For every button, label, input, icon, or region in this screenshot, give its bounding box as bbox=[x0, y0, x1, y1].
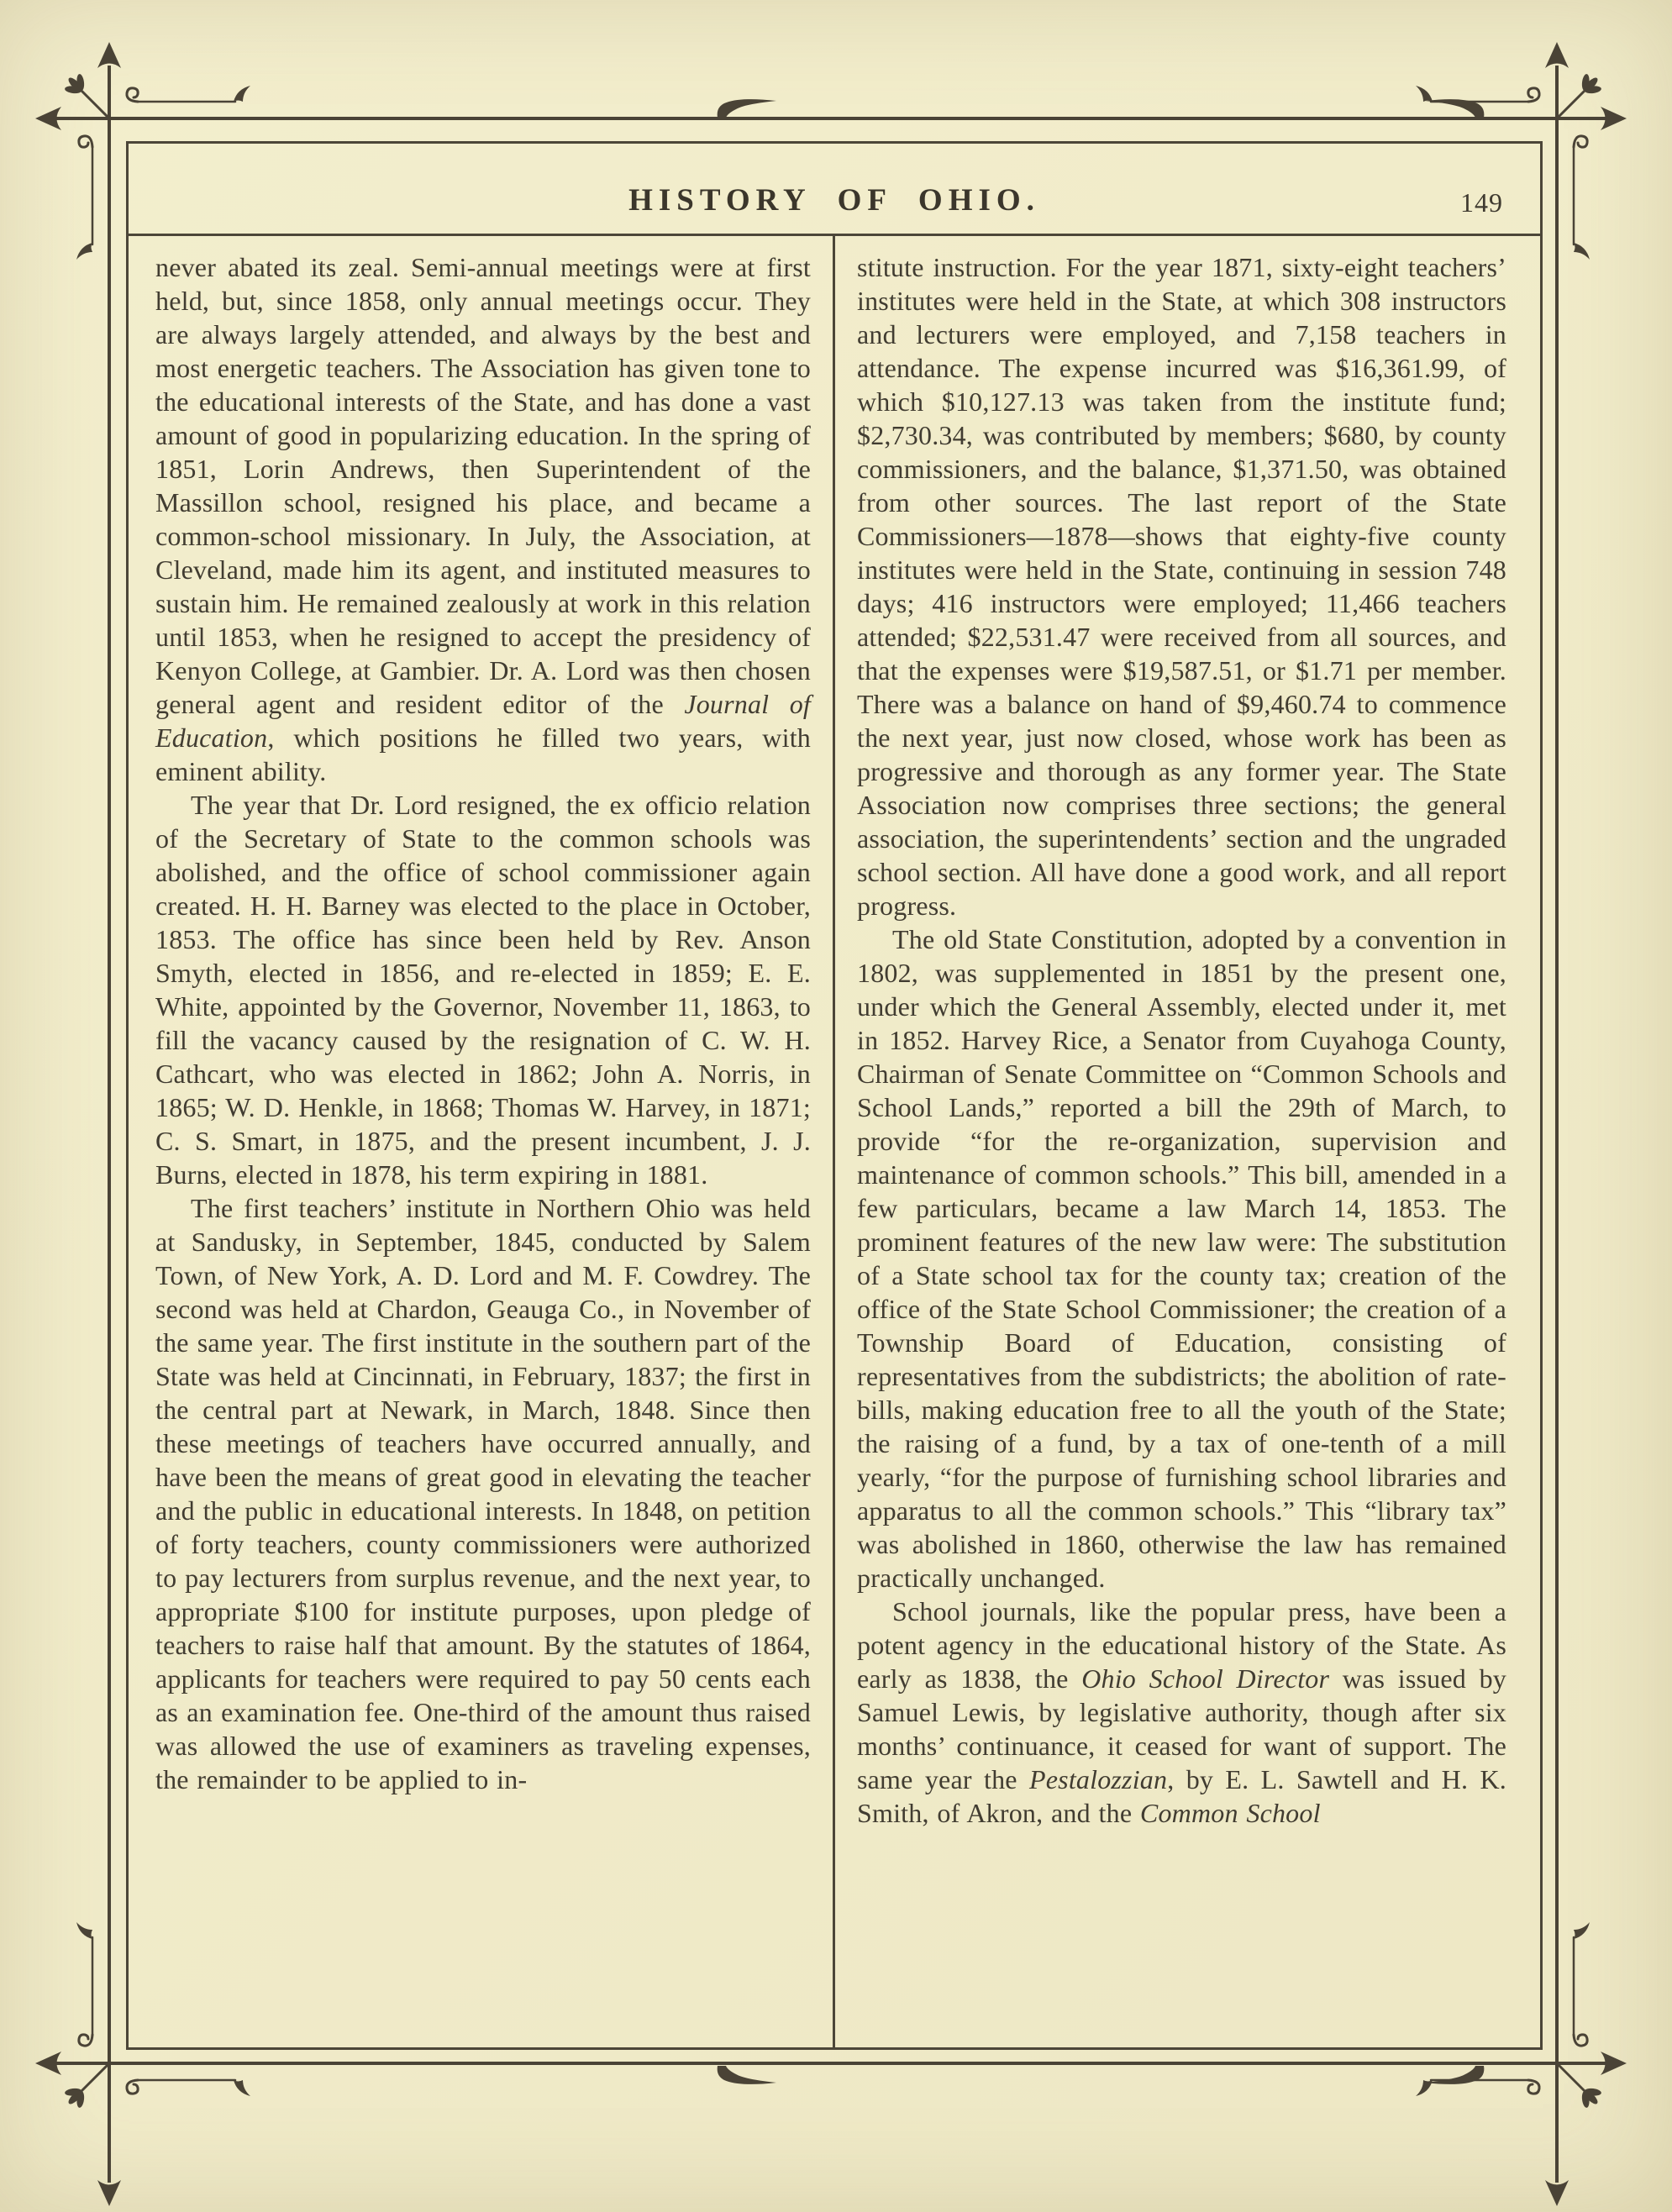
paragraph: School journals, like the popular press, have been a potent agency in the educational history of the State. As early as 1838, the Ohio School Director was issued by Samuel Lewis, by legislative authority, though after six months’ continuance, it ceased for want of support. The same year the Pestalozzian, by E. L. Sawtell and H. K. Smith, of Akron, and the Common School bbox=[857, 1596, 1506, 1828]
paragraph: The first teachers’ institute in Northern Ohio was held at Sandusky, in September, 1845, conducted by Salem Town, of New York, A. D. Lord and M. F. Cowdrey. The second was held at Chardon, Geauga Co., in November of the same year. The first institute in the southern part of the State was held at Cincinnati, in February, 1837; the first in the central part at Newark, in March, 1848. Since then these meetings of teachers have occurred annually, and have been the means of great good in elevating the teacher and the public in educational interests. In 1848, on petition of forty teachers, county commissioners were authorized to pay lecturers from surplus revenue, and the next year, to appropriate $100 for institute purposes, upon pledge of teachers to raise half that amount. By the statutes of 1864, applicants for teachers were required to pay 50 cents each as an examination fee. One-third of the amount thus raised was allowed the use of examiners as traveling expenses, the remainder to be applied to in- bbox=[155, 1193, 811, 1794]
page-header bbox=[129, 144, 1540, 236]
text-area bbox=[129, 234, 1540, 2047]
page-frame bbox=[126, 141, 1543, 2050]
paragraph: The old State Constitution, adopted by a convention in 1802, was supplemented in 1851 by the present one, under which the General Assembly, elected under it, met in 1852. Harvey Rice, a Senator from Cuyahoga County, Chairman of Senate Committee on “Common Schools and School Lands,” reported a bill the 29th of March, to provide “for the re-organization, supervision and maintenance of common schools.” This bill, amended in a few particulars, became a law March 14, 1853. The prominent features of the new law were: The substitution of a State school tax for the county tax; creation of the office of the State School Commissioner; the creation of a Township Board of Education, consisting of representatives from the subdistricts; the abolition of rate-bills, making education free to all the youth of the State; the raising of a fund, by a tax of one-tenth of a mill yearly, “for the purpose of furnishing school libraries and apparatus to all the common schools.” This “library tax” was abolished in 1860, otherwise the law has remained practically unchanged. bbox=[857, 924, 1506, 1593]
border-line-right bbox=[1555, 66, 1559, 2183]
paragraph: The year that Dr. Lord resigned, the ex officio relation of the Secretary of State to the common schools was abolished, and the office of school commissioner again created. H. H. Barney was elected to the place in October, 1853. The office has since been held by Rev. Anson Smyth, elected in 1856, and re-elected in 1859; E. E. White, appointed by the Governor, November 11, 1863, to fill the vacancy caused by the resignation of C. W. H. Cathcart, who was elected in 1862; John A. Norris, in 1865; W. D. Henkle, in 1868; Thomas W. Harvey, in 1871; C. S. Smart, in 1875, and the present incumbent, J. J. Burns, elected in 1878, his term expiring in 1881. bbox=[155, 790, 811, 1190]
paragraph: stitute instruction. For the year 1871, sixty-eight teachers’ institutes were held in the State, at which 308 instructors and lecturers were employed, and 7,158 teachers in attendance. The expense incurred was $16,361.99, of which $10,127.13 was taken from the institute fund; $2,730.34, was contributed by members; $680, by county commissioners, and the balance, $1,371.50, was obtained from other sources. The last report of the State Commissioners—1878—shows that eighty-five county institutes were held in the State, continuing in session 748 days; 416 instructors were employed; 11,466 teachers attended; $22,531.47 were received from all sources, and that the expenses were $19,587.51, or $1.71 per member. There was a balance on hand of $9,460.74 to commence the next year, just now closed, whose work has been as progressive and thorough as any former year. The State Association now comprises three sections; the general association, the superintendents’ section and the ungraded school section. All have done a good work, and all report progress. bbox=[857, 252, 1506, 921]
swash-ornament bbox=[714, 96, 781, 118]
swash-ornament bbox=[1420, 96, 1487, 118]
arrow-down-icon bbox=[1542, 2178, 1572, 2208]
swash-ornament bbox=[1420, 2066, 1487, 2088]
border-line-bottom bbox=[50, 2062, 1612, 2065]
paragraph: never abated its zeal. Semi-annual meetings were at first held, but, since 1858, only annual meetings occur. They are always largely attended, and always by the best and most energetic teachers. The Association has given tone to the educational interests of the State, and has done a vast amount of good in popularizing education. In the spring of 1851, Lorin Andrews, then Superintendent of the Massillon school, resigned his place, and became a common-school missionary. In July, the Association, at Cleveland, made him its agent, and instituted measures to sustain him. He remained zealously at work in this relation until 1853, when he resigned to accept the presidency of Kenyon College, at Gambier. Dr. A. Lord was then chosen general agent and resident editor of the Journal of Education, which positions he filled two years, with eminent ability. bbox=[155, 252, 812, 786]
arrow-down-icon bbox=[94, 2178, 124, 2208]
swash-ornament bbox=[714, 2066, 781, 2088]
border-line-left bbox=[108, 66, 111, 2183]
page-number: 149 bbox=[1460, 187, 1503, 218]
border-line-top bbox=[50, 117, 1612, 120]
text-column-right bbox=[835, 234, 1540, 2047]
text-column-left bbox=[129, 234, 833, 2047]
page-title: HISTORY OF OHIO. bbox=[628, 183, 1040, 218]
